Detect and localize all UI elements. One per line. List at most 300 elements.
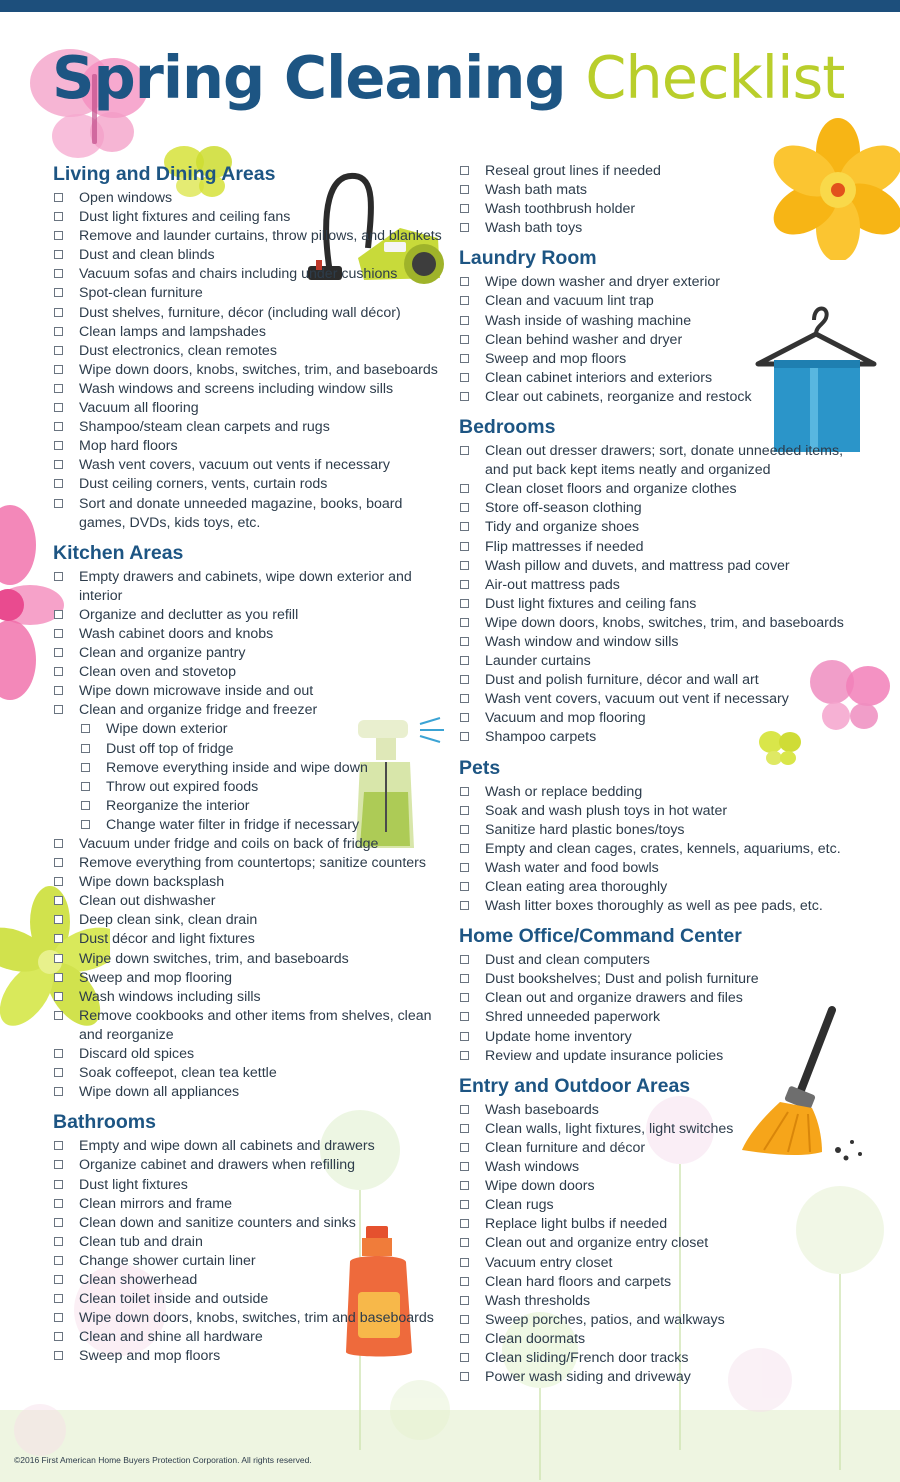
checklist-item xyxy=(53,1347,448,1366)
checklist-item xyxy=(459,1139,849,1158)
item-label: Wash windows including sills xyxy=(79,988,261,1005)
item-label: Power wash siding and driveway xyxy=(485,1369,691,1386)
checkbox[interactable] xyxy=(460,335,469,344)
checklist-item xyxy=(459,970,849,989)
checklist-item xyxy=(53,304,448,323)
title-part-2: Checklist xyxy=(585,43,845,112)
checklist-item xyxy=(53,1156,448,1175)
checklist-item xyxy=(459,538,849,557)
checkbox[interactable] xyxy=(460,1277,469,1286)
checkbox[interactable] xyxy=(54,1160,63,1169)
checkbox[interactable] xyxy=(54,288,63,297)
checkbox[interactable] xyxy=(460,522,469,531)
item-label: Clean toilet inside and outside xyxy=(79,1291,269,1308)
checkbox[interactable] xyxy=(460,806,469,815)
checkbox[interactable] xyxy=(54,327,63,336)
item-label: Vacuum under fridge and coils on back of fridge xyxy=(79,836,379,852)
checkbox[interactable] xyxy=(460,223,469,232)
checkbox[interactable] xyxy=(460,844,469,853)
title-part-1: Spring Cleaning xyxy=(52,43,566,112)
checklist-item xyxy=(53,930,448,949)
checkbox[interactable] xyxy=(460,974,469,983)
checklist-item xyxy=(459,312,849,331)
copyright-footer: ©2016 First American Home Buyers Protection Corporation. All rights reserved. xyxy=(14,1455,312,1465)
checkbox[interactable] xyxy=(460,618,469,627)
checklist-subitem xyxy=(53,797,448,816)
item-label: Clean and organize fridge and freezer xyxy=(79,702,318,719)
checkbox[interactable] xyxy=(460,955,469,964)
checkbox[interactable] xyxy=(54,499,63,508)
item-label: Wipe down backsplash xyxy=(79,874,225,891)
checklist-item xyxy=(53,475,448,494)
item-label: Wipe down switches, trim, and baseboards xyxy=(79,950,349,967)
checklist-item xyxy=(459,859,849,878)
checklist-item xyxy=(53,246,448,265)
checkbox[interactable] xyxy=(54,250,63,259)
section-title: Home Office/Command Center xyxy=(459,925,742,948)
checkbox[interactable] xyxy=(81,801,90,810)
checkbox[interactable] xyxy=(460,1296,469,1305)
item-label: Wipe down doors, knobs, switches, trim and baseboards xyxy=(79,1310,434,1327)
checkbox[interactable] xyxy=(81,820,90,829)
item-label: Vacuum entry closet xyxy=(485,1254,613,1271)
checkbox[interactable] xyxy=(460,1200,469,1209)
right-column xyxy=(459,162,849,1387)
item-label: Clean oven and stovetop xyxy=(79,664,236,681)
section-title: Entry and Outdoor Areas xyxy=(459,1074,691,1097)
checkbox[interactable] xyxy=(81,763,90,772)
checkbox[interactable] xyxy=(460,1372,469,1381)
item-label: Throw out expired foods xyxy=(106,778,259,795)
checkbox[interactable] xyxy=(54,1011,63,1020)
item-label: Clean doormats xyxy=(485,1330,586,1347)
checklist-item xyxy=(53,342,448,361)
checklist-item xyxy=(53,265,448,284)
checklist xyxy=(459,951,849,1066)
checklist-item xyxy=(459,728,849,747)
checkbox[interactable] xyxy=(460,993,469,1002)
checklist-subitem xyxy=(53,720,448,739)
item-label: Dust décor and light fixtures xyxy=(79,931,255,948)
item-label: Clean tub and drain xyxy=(79,1233,203,1250)
checkbox[interactable] xyxy=(81,782,90,791)
checkbox[interactable] xyxy=(54,1199,63,1208)
item-label: Deep clean sink, clean drain xyxy=(79,912,258,929)
checkbox[interactable] xyxy=(54,365,63,374)
item-label: Dust light fixtures and ceiling fans xyxy=(485,595,697,612)
checkbox[interactable] xyxy=(460,675,469,684)
item-label: Clean rugs xyxy=(485,1197,554,1214)
item-label: Wash window and window sills xyxy=(485,633,679,650)
item-label: Clean out and organize entry closet xyxy=(485,1235,709,1252)
checkbox[interactable] xyxy=(54,1180,63,1189)
checklist-item xyxy=(459,1234,849,1253)
checkbox[interactable] xyxy=(460,1105,469,1114)
item-label: Clean eating area thoroughly xyxy=(485,879,668,895)
item-label: Wash vent covers, vacuum out vent if necessary xyxy=(485,691,789,708)
checkbox[interactable] xyxy=(54,1332,63,1341)
checklist-item xyxy=(459,181,849,200)
checkbox[interactable] xyxy=(460,787,469,796)
item-label: Replace light bulbs if needed xyxy=(485,1216,668,1233)
item-label: Wipe down microwave inside and out xyxy=(79,683,314,700)
checkbox[interactable] xyxy=(54,648,63,657)
item-label: Dust electronics, clean remotes xyxy=(79,342,277,359)
checkbox[interactable] xyxy=(54,441,63,450)
item-label: Store off-season clothing xyxy=(485,500,642,517)
checkbox[interactable] xyxy=(460,732,469,741)
checklist-item xyxy=(459,350,849,369)
checkbox[interactable] xyxy=(54,1256,63,1265)
item-label: Remove cookbooks and other items from shelves, clean and reorganize xyxy=(79,1007,432,1043)
section-bedrooms xyxy=(459,415,849,748)
checkbox[interactable] xyxy=(460,882,469,891)
section-gap xyxy=(459,916,849,924)
checklist-item xyxy=(459,989,849,1008)
item-label: Wash litter boxes thoroughly as well as pee pads, etc. xyxy=(485,898,823,915)
checkbox[interactable] xyxy=(460,580,469,589)
checkbox[interactable] xyxy=(54,839,63,848)
checklist-item xyxy=(459,200,849,219)
checkbox[interactable] xyxy=(54,896,63,905)
checklist-item xyxy=(53,988,448,1007)
checkbox[interactable] xyxy=(54,877,63,886)
item-label: Wipe down doors xyxy=(485,1178,595,1195)
checklist-item xyxy=(459,633,849,652)
section-gap xyxy=(459,1066,849,1074)
checklist-item xyxy=(459,1158,849,1177)
item-label: Clean and vacuum lint trap xyxy=(485,293,654,310)
checkbox[interactable] xyxy=(460,1181,469,1190)
section-title: Pets xyxy=(459,756,501,779)
item-label: Mop hard floors xyxy=(79,438,178,455)
item-label: Clean out dishwasher xyxy=(79,893,216,910)
checkbox[interactable] xyxy=(54,1049,63,1058)
item-label: Clean and organize pantry xyxy=(79,645,246,662)
item-label: Dust and clean blinds xyxy=(79,247,215,264)
section-home-office-command-center xyxy=(459,924,849,1066)
checklist-item xyxy=(53,911,448,930)
item-label: Spot-clean furniture xyxy=(79,285,203,302)
checklist-item xyxy=(459,388,849,407)
item-label: Launder curtains xyxy=(485,653,591,670)
checkbox[interactable] xyxy=(460,166,469,175)
checkbox[interactable] xyxy=(54,1068,63,1077)
checklist-item xyxy=(459,878,849,897)
checkbox[interactable] xyxy=(54,1294,63,1303)
checklist-item xyxy=(53,1176,448,1195)
section-kitchen-areas xyxy=(53,541,448,1103)
checkbox[interactable] xyxy=(460,1143,469,1152)
checkbox[interactable] xyxy=(54,1313,63,1322)
checkbox[interactable] xyxy=(54,212,63,221)
checkbox[interactable] xyxy=(460,694,469,703)
checklist-item xyxy=(53,1045,448,1064)
checklist-item xyxy=(459,1311,849,1330)
checklist-item xyxy=(459,442,849,480)
checklist-item xyxy=(53,1290,448,1309)
checklist-item xyxy=(459,821,849,840)
checkbox[interactable] xyxy=(54,1141,63,1150)
checklist-item xyxy=(53,208,448,227)
checklist-subitem xyxy=(53,816,448,835)
checkbox[interactable] xyxy=(460,1051,469,1060)
item-label: Shampoo carpets xyxy=(485,729,597,746)
checkbox[interactable] xyxy=(54,1351,63,1360)
item-label: Empty drawers and cabinets, wipe down exterior and interior xyxy=(79,568,412,604)
checklist-item xyxy=(53,1137,448,1156)
checkbox[interactable] xyxy=(460,1315,469,1324)
checkbox[interactable] xyxy=(460,1353,469,1362)
checklist-item xyxy=(459,840,849,859)
checkbox[interactable] xyxy=(460,185,469,194)
item-label: Empty and wipe down all cabinets and drawers xyxy=(79,1138,375,1155)
item-label: Clean sliding/French door tracks xyxy=(485,1349,689,1366)
checkbox[interactable] xyxy=(460,863,469,872)
checkbox[interactable] xyxy=(54,934,63,943)
checklist-item xyxy=(53,644,448,663)
checklist-item xyxy=(53,361,448,380)
checklist-item xyxy=(459,595,849,614)
item-label: Reorganize the interior xyxy=(106,797,250,814)
checklist-item xyxy=(53,950,448,969)
item-label: Dust shelves, furniture, décor (including wall décor) xyxy=(79,304,401,321)
checklist-subitem xyxy=(53,740,448,759)
checklist-item xyxy=(459,1120,849,1139)
checklist xyxy=(53,189,448,533)
item-label: Wash bath mats xyxy=(485,182,587,199)
section-gap xyxy=(459,748,849,756)
item-label: Remove and launder curtains, throw pillows, and blankets xyxy=(79,228,442,245)
checkbox[interactable] xyxy=(460,392,469,401)
checklist-item xyxy=(459,614,849,633)
checklist xyxy=(459,442,849,748)
checklist-item xyxy=(459,273,849,292)
checklist-item xyxy=(459,518,849,537)
checkbox[interactable] xyxy=(460,316,469,325)
checklist-item xyxy=(459,1177,849,1196)
checkbox[interactable] xyxy=(460,1238,469,1247)
checkbox[interactable] xyxy=(460,637,469,646)
checkbox[interactable] xyxy=(54,705,63,714)
checkbox[interactable] xyxy=(54,384,63,393)
checklist-item xyxy=(459,331,849,350)
checkbox[interactable] xyxy=(54,479,63,488)
item-label: Clean hard floors and carpets xyxy=(485,1273,672,1290)
checkbox[interactable] xyxy=(460,1124,469,1133)
checkbox[interactable] xyxy=(54,403,63,412)
checklist xyxy=(53,568,448,1103)
checkbox[interactable] xyxy=(460,204,469,213)
checkbox[interactable] xyxy=(54,667,63,676)
checklist-item xyxy=(459,292,849,311)
section-pets xyxy=(459,756,849,917)
checkbox[interactable] xyxy=(54,460,63,469)
checkbox[interactable] xyxy=(460,901,469,910)
checklist-item xyxy=(459,1368,849,1387)
checklist-item xyxy=(53,1328,448,1347)
checklist-item xyxy=(459,480,849,499)
checklist-item xyxy=(53,380,448,399)
checkbox[interactable] xyxy=(54,422,63,431)
checkbox[interactable] xyxy=(460,277,469,286)
checkbox[interactable] xyxy=(54,193,63,202)
item-label: Review and update insurance policies xyxy=(485,1047,724,1064)
checkbox[interactable] xyxy=(460,1219,469,1228)
checkbox[interactable] xyxy=(460,1258,469,1267)
left-column xyxy=(53,162,448,1366)
top-bar xyxy=(0,0,900,12)
checklist-item xyxy=(53,1064,448,1083)
checklist xyxy=(459,783,849,917)
item-label: Tidy and organize shoes xyxy=(485,519,640,536)
item-label: Clean cabinet interiors and exteriors xyxy=(485,369,713,386)
item-label: Air-out mattress pads xyxy=(485,576,620,593)
item-label: Clean showerhead xyxy=(79,1271,198,1288)
item-label: Wash windows and screens including window sills xyxy=(79,380,394,397)
checklist-item xyxy=(459,802,849,821)
checklist-item xyxy=(459,1047,849,1066)
item-label: Dust light fixtures xyxy=(79,1176,188,1193)
checkbox[interactable] xyxy=(54,1218,63,1227)
checklist-item xyxy=(459,219,849,238)
item-label: Flip mattresses if needed xyxy=(485,538,644,555)
item-label: Remove everything inside and wipe down xyxy=(106,759,368,776)
checklist-item xyxy=(53,1309,448,1328)
item-label: Organize and declutter as you refill xyxy=(79,606,299,623)
checkbox[interactable] xyxy=(81,744,90,753)
checklist-item xyxy=(53,1214,448,1233)
checklist-item xyxy=(53,835,448,854)
section-title: Kitchen Areas xyxy=(53,541,184,564)
page-title xyxy=(52,43,845,112)
checklist-item xyxy=(53,854,448,873)
checklist-item xyxy=(459,369,849,388)
item-label: Update home inventory xyxy=(485,1028,632,1045)
checkbox[interactable] xyxy=(460,1012,469,1021)
section-laundry-room xyxy=(459,246,849,407)
checkbox[interactable] xyxy=(54,1275,63,1284)
item-label: Dust off top of fridge xyxy=(106,740,234,757)
checkbox[interactable] xyxy=(460,825,469,834)
checkbox[interactable] xyxy=(54,973,63,982)
checklist-item xyxy=(53,437,448,456)
item-label: Wash bath toys xyxy=(485,220,583,237)
item-label: Vacuum sofas and chairs including under cushions xyxy=(79,266,398,283)
item-label: Change water filter in fridge if necessary xyxy=(106,816,360,833)
item-label: Wash toothbrush holder xyxy=(485,201,636,218)
item-label: Sweep porches, patios, and walkways xyxy=(485,1311,725,1328)
checklist-item xyxy=(459,1008,849,1027)
checkbox[interactable] xyxy=(460,656,469,665)
checklist-item xyxy=(53,323,448,342)
item-label: Clean furniture and décor xyxy=(485,1139,646,1156)
checkbox[interactable] xyxy=(54,231,63,240)
item-label: Wash baseboards xyxy=(485,1101,599,1118)
item-label: Wash pillow and duvets, and mattress pad cover xyxy=(485,557,790,574)
item-label: Vacuum all flooring xyxy=(79,400,199,417)
checklist-item xyxy=(53,227,448,246)
checklist-item xyxy=(53,284,448,303)
item-label: Clean out and organize drawers and files xyxy=(485,990,743,1007)
item-label: Sanitize hard plastic bones/toys xyxy=(485,821,685,838)
checklist-item xyxy=(53,1233,448,1252)
checkbox[interactable] xyxy=(460,713,469,722)
section-title: Laundry Room xyxy=(459,247,597,270)
checkbox[interactable] xyxy=(54,992,63,1001)
checkbox[interactable] xyxy=(54,629,63,638)
section-title: Living and Dining Areas xyxy=(53,163,276,185)
checkbox[interactable] xyxy=(460,484,469,493)
checkbox[interactable] xyxy=(460,446,469,455)
checkbox[interactable] xyxy=(460,503,469,512)
checklist-item xyxy=(53,418,448,437)
checkbox[interactable] xyxy=(54,572,63,581)
checklist-item xyxy=(459,1101,849,1120)
checklist-item xyxy=(459,1028,849,1047)
checklist-item xyxy=(53,495,448,533)
checkbox[interactable] xyxy=(54,858,63,867)
checkbox[interactable] xyxy=(81,724,90,733)
checkbox[interactable] xyxy=(54,954,63,963)
checklist-item xyxy=(53,892,448,911)
checkbox[interactable] xyxy=(460,1334,469,1343)
checklist-item xyxy=(53,1271,448,1290)
checklist-item xyxy=(53,625,448,644)
checklist-item xyxy=(53,1195,448,1214)
item-label: Clear out cabinets, reorganize and restock xyxy=(485,388,752,405)
item-label: Open windows xyxy=(79,190,173,206)
checklist-item xyxy=(459,1215,849,1234)
checkbox[interactable] xyxy=(54,269,63,278)
checkbox[interactable] xyxy=(54,308,63,317)
checklist-item xyxy=(53,873,448,892)
checklist-item xyxy=(459,1349,849,1368)
item-label: Wipe down all appliances xyxy=(79,1084,240,1101)
section-living-and-dining-areas xyxy=(53,162,448,533)
checkbox[interactable] xyxy=(54,686,63,695)
checklist-item xyxy=(459,162,849,181)
section-gap xyxy=(459,407,849,415)
item-label: Wipe down doors, knobs, switches, trim, and baseboards xyxy=(79,361,438,378)
checkbox[interactable] xyxy=(54,610,63,619)
item-label: Wipe down exterior xyxy=(106,721,228,738)
checkbox[interactable] xyxy=(54,346,63,355)
checkbox[interactable] xyxy=(460,542,469,551)
item-label: Clean lamps and lampshades xyxy=(79,323,266,340)
item-label: Clean walls, light fixtures, light switches xyxy=(485,1120,734,1137)
checkbox[interactable] xyxy=(460,296,469,305)
checkbox[interactable] xyxy=(54,1087,63,1096)
checklist-item xyxy=(53,1007,448,1045)
checkbox[interactable] xyxy=(460,1162,469,1171)
checkbox[interactable] xyxy=(460,599,469,608)
checklist xyxy=(459,273,849,407)
checkbox[interactable] xyxy=(54,1237,63,1246)
checkbox[interactable] xyxy=(460,561,469,570)
checklist-item xyxy=(459,783,849,802)
item-label: Dust and clean computers xyxy=(485,952,650,969)
item-label: Shampoo/steam clean carpets and rugs xyxy=(79,419,330,436)
item-label: Wash vent covers, vacuum out vents if necessary xyxy=(79,457,390,474)
item-label: Wash water and food bowls xyxy=(485,859,659,876)
checkbox[interactable] xyxy=(54,915,63,924)
section-bathrooms xyxy=(53,1110,448,1366)
section-continued xyxy=(459,162,849,238)
checkbox[interactable] xyxy=(460,373,469,382)
checkbox[interactable] xyxy=(460,1032,469,1041)
checkbox[interactable] xyxy=(460,354,469,363)
